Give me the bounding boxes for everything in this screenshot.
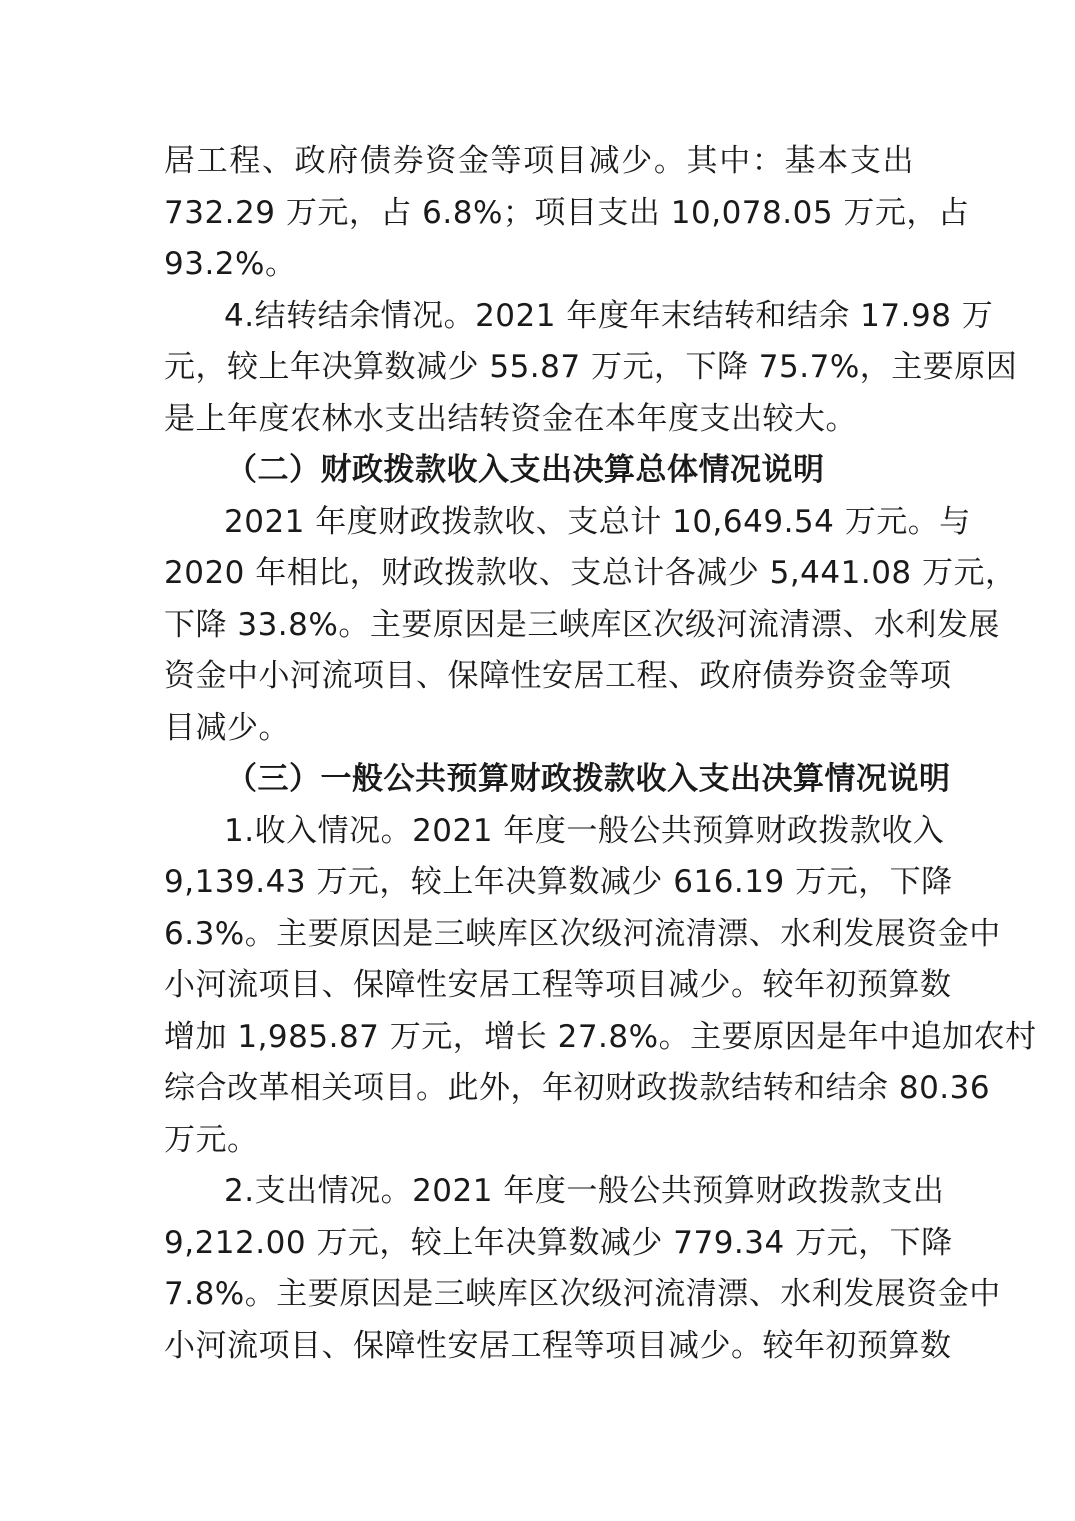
paragraph-line: 9,139.43 万元，较上年决算数减少 616.19 万元，下降	[164, 864, 953, 900]
paragraph-line: 7.8%。主要原因是三峡库区次级河流清漂、水利发展资金中	[164, 1276, 1001, 1312]
paragraph-line: 居工程、政府债券资金等项目减少。其中：基本支出	[164, 143, 914, 179]
paragraph-line: 元，较上年决算数减少 55.87 万元，下降 75.7%，主要原因	[164, 349, 1018, 385]
paragraph-line: 732.29 万元，占 6.8%；项目支出 10,078.05 万元，占	[164, 194, 970, 231]
paragraph-line: 资金中小河流项目、保障性安居工程、政府债券资金等项	[164, 658, 952, 694]
paragraph-line: 4.结转结余情况。2021 年度年末结转和结余 17.98 万	[224, 297, 994, 334]
paragraph-line: 9,212.00 万元，较上年决算数减少 779.34 万元，下降	[164, 1224, 953, 1261]
paragraph-line: 万元。	[164, 1121, 259, 1158]
paragraph-line: 小河流项目、保障性安居工程等项目减少。较年初预算数	[164, 967, 952, 1003]
paragraph-line: 93.2%。	[164, 246, 297, 282]
paragraph-line: 2020 年相比，财政拨款收、支总计各减少 5,441.08 万元，	[164, 555, 1017, 591]
paragraph-line: 小河流项目、保障性安居工程等项目减少。较年初预算数	[164, 1327, 952, 1364]
paragraph-line: 目减少。	[164, 709, 290, 746]
paragraph-line: 综合改革相关项目。此外，年初财政拨款结转和结余 80.36	[164, 1070, 991, 1106]
paragraph-line: 1.收入情况。2021 年度一般公共预算财政拨款收入	[224, 812, 945, 849]
paragraph-line: 是上年度农林水支出结转资金在本年度支出较大。	[164, 400, 857, 437]
paragraph-line: 增加 1,985.87 万元，增长 27.8%。主要原因是年中追加农村	[164, 1018, 1037, 1055]
section-heading: （二）财政拨款收入支出决算总体情况说明	[226, 452, 825, 488]
section-heading: （三）一般公共预算财政拨款收入支出决算情况说明	[226, 761, 951, 797]
paragraph-line: 下降 33.8%。主要原因是三峡库区次级河流清漂、水利发展	[164, 606, 1000, 643]
paragraph-line: 2021 年度财政拨款收、支总计 10,649.54 万元。与	[224, 503, 971, 540]
paragraph-line: 6.3%。主要原因是三峡库区次级河流清漂、水利发展资金中	[164, 915, 1001, 952]
document-body	[164, 136, 1037, 1372]
paragraph-line: 2.支出情况。2021 年度一般公共预算财政拨款支出	[224, 1173, 945, 1209]
